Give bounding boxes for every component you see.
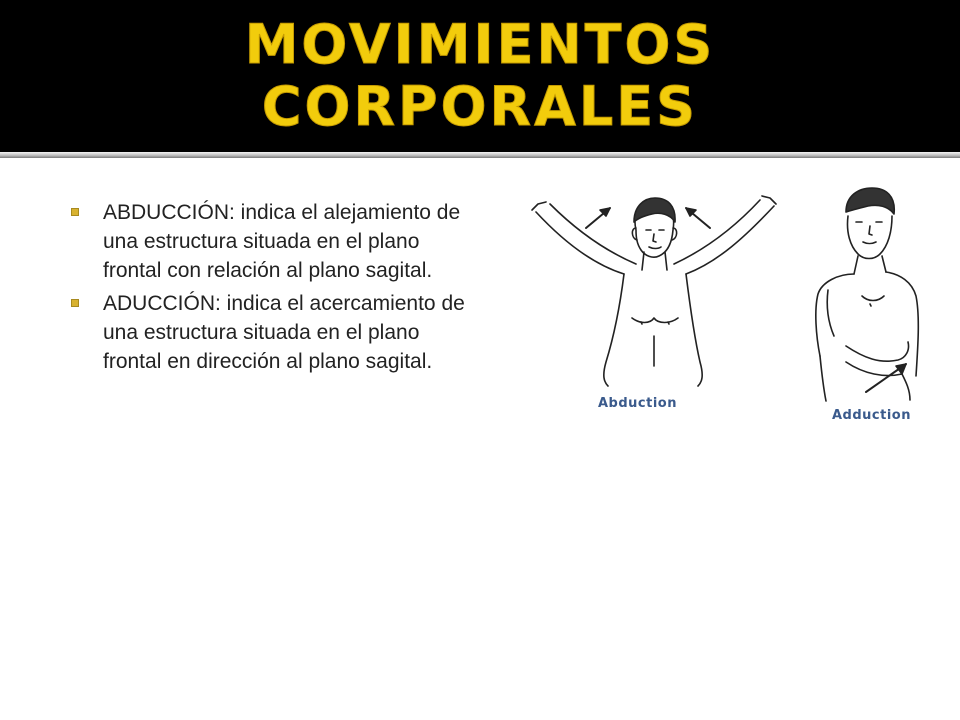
- slide-header: [0, 0, 960, 152]
- adduction-figure-drawing: [806, 186, 930, 431]
- slide-content: [0, 158, 960, 720]
- title-line-1: MOVIMIENTOS: [244, 13, 716, 76]
- bullet-aduccion: [70, 289, 470, 376]
- adduction-label: Adduction: [832, 408, 911, 423]
- bullet-text: ADUCCIÓN: indica el acercamiento de una estructura situada en el plano frontal en dirección al plano sagital.: [103, 292, 465, 373]
- adduction-illustration: [806, 186, 930, 431]
- slide-title: [0, 14, 960, 138]
- square-bullet-icon: [71, 208, 79, 216]
- square-bullet-icon: [71, 299, 79, 307]
- abduction-label: Abduction: [598, 396, 677, 411]
- abduction-illustration: [528, 186, 778, 426]
- bullet-list: [70, 198, 470, 380]
- abduction-figure-drawing: [528, 186, 778, 426]
- title-line-2: CORPORALES: [261, 75, 699, 138]
- bullet-abduccion: [70, 198, 470, 285]
- bullet-text: ABDUCCIÓN: indica el alejamiento de una estructura situada en el plano frontal con relación al plano sagital.: [103, 201, 461, 282]
